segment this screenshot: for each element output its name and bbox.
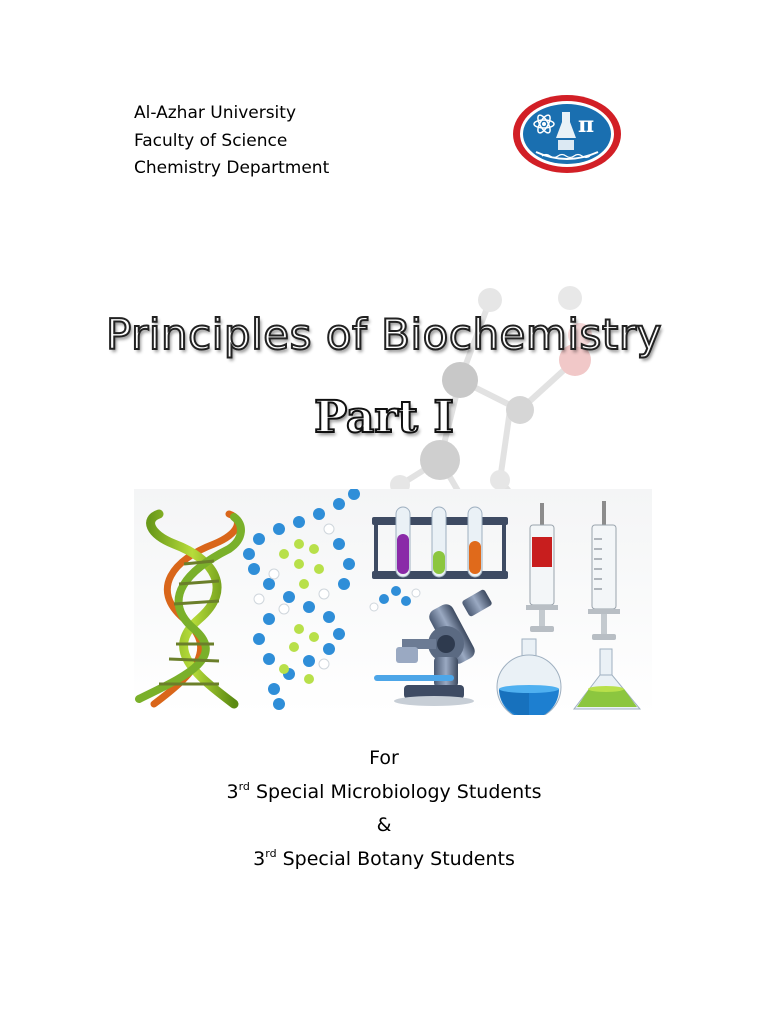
- book-part: Part I: [314, 392, 454, 443]
- pi-symbol: π: [578, 112, 595, 138]
- ampersand: &: [376, 814, 392, 836]
- ordinal-number: 3: [253, 847, 266, 870]
- faculty-logo: [512, 94, 622, 174]
- ordinal-suffix: rd: [238, 779, 250, 793]
- audience-block: [0, 742, 768, 876]
- ordinal-number: 3: [226, 780, 239, 803]
- department-name: Chemistry Department: [134, 158, 330, 178]
- faculty-name: Faculty of Science: [134, 130, 288, 151]
- biochemistry-illustration: [134, 489, 652, 715]
- audience-text: Special Botany Students: [276, 847, 515, 870]
- university-name: Al-Azhar University: [134, 103, 297, 123]
- audience-text: Special Microbiology Students: [249, 780, 542, 803]
- book-title: Principles of Biochemistry: [106, 310, 662, 359]
- for-label: For: [369, 747, 399, 769]
- header-block: [134, 100, 329, 183]
- audience-microbiology: [0, 776, 768, 810]
- audience-botany: [0, 843, 768, 877]
- ordinal-suffix: rd: [265, 846, 277, 860]
- lab-collage-icon: [134, 489, 652, 715]
- faculty-seal-icon: [512, 94, 622, 174]
